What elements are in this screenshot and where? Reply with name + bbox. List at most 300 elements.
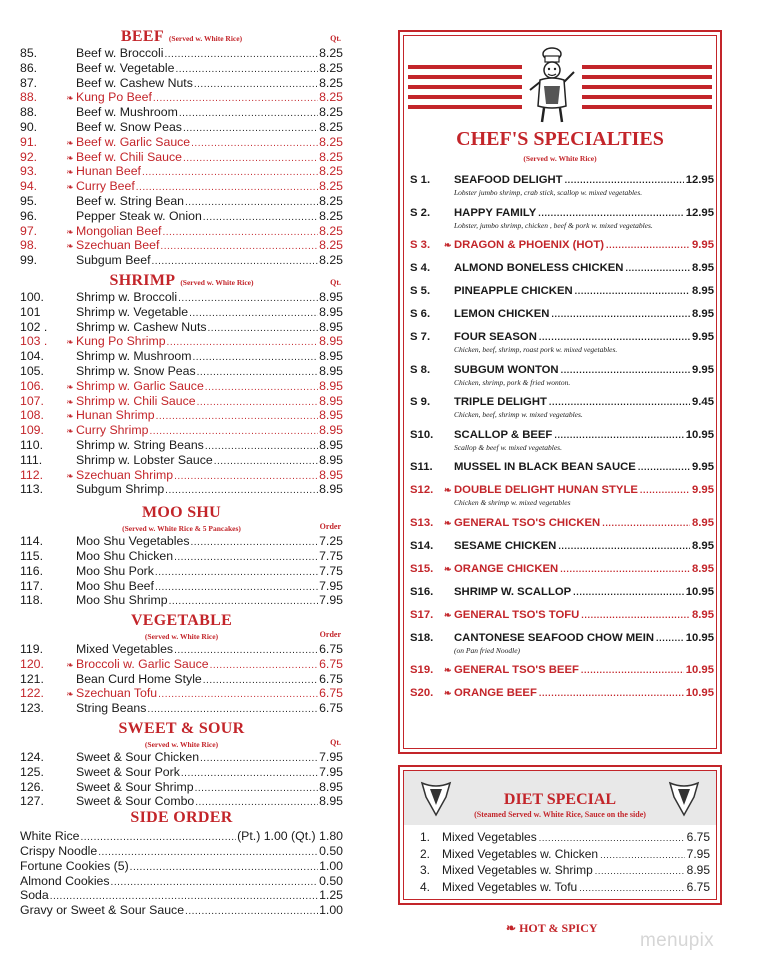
item-number: S19. <box>410 664 434 676</box>
dot-leader <box>656 631 684 646</box>
item-price: 7.95 <box>686 846 710 861</box>
item-price: 8.25 <box>319 149 343 164</box>
item-price: 9.95 <box>692 484 714 496</box>
vegetable-subtitle: (Served w. White Rice) <box>144 632 219 642</box>
menu-item <box>20 379 343 394</box>
item-price: 8.25 <box>319 60 343 75</box>
item-name: DRAGON & PHOENIX (HOT) <box>454 239 604 251</box>
item-price: 8.95 <box>692 308 714 320</box>
menu-item <box>20 135 343 150</box>
item-name: Kung Po Shrimp <box>76 334 166 349</box>
specialty-item <box>410 238 714 253</box>
item-number: 98. <box>20 238 38 253</box>
item-number: 108. <box>20 408 44 423</box>
item-number: 120. <box>20 656 44 671</box>
item-name: Curry Beef <box>76 179 135 194</box>
dot-leader <box>214 455 318 470</box>
hot-spicy-icon: ❧ <box>66 381 74 392</box>
item-price: 6.75 <box>319 686 343 701</box>
item-name: Broccoli w. Garlic Sauce <box>76 656 209 671</box>
dot-leader <box>185 905 318 920</box>
item-price: 0.50 <box>319 873 343 888</box>
item-name: Sweet & Sour Pork <box>76 764 180 779</box>
diet-special-list <box>420 829 710 895</box>
dot-leader <box>551 307 690 322</box>
dot-leader <box>640 483 690 498</box>
specialty-item <box>410 460 714 475</box>
menu-item <box>20 394 343 409</box>
item-number: 102 . <box>20 319 48 334</box>
dot-leader <box>80 831 236 846</box>
item-name: GENERAL TSO'S TOFU <box>454 608 580 621</box>
item-price: 8.95 <box>319 437 343 452</box>
specialty-row <box>410 330 714 345</box>
item-name: ORANGE CHICKEN <box>454 562 559 575</box>
item-number: S14. <box>410 539 434 552</box>
dot-leader <box>162 226 318 241</box>
item-number: 124. <box>20 750 44 765</box>
item-price: 10.95 <box>685 585 714 598</box>
item-number: 109. <box>20 423 44 438</box>
item-number: 118. <box>20 593 44 608</box>
item-name: Hunan Shrimp <box>76 408 155 423</box>
dot-leader <box>160 240 318 255</box>
item-number: 112. <box>20 467 44 482</box>
menu-item <box>20 534 343 549</box>
vegetable-title: VEGETABLE <box>130 612 233 630</box>
item-number: 125. <box>20 764 44 779</box>
item-number: 97. <box>20 223 38 238</box>
item-price: 8.95 <box>692 516 714 529</box>
item-name: ORANGE BEEF <box>454 687 537 699</box>
hot-spicy-icon: ❧ <box>444 485 452 495</box>
item-number: S17. <box>410 608 434 621</box>
item-number: S 8. <box>410 363 431 376</box>
menu-item <box>20 179 343 194</box>
item-number: S13. <box>410 516 434 529</box>
item-number: S 1. <box>410 174 431 186</box>
item-number: 88. <box>20 90 38 105</box>
diet-special-subtitle: (Steamed Served w. White Rice, Sauce on the side) <box>474 810 646 819</box>
specialty-item <box>410 483 714 508</box>
specialty-row <box>410 483 714 498</box>
menu-item <box>20 46 343 61</box>
item-price: 6.75 <box>319 656 343 671</box>
beef-unit: Qt. <box>330 34 341 43</box>
item-name: Soda <box>20 888 49 903</box>
item-number: 95. <box>20 193 38 208</box>
item-name: GENERAL TSO'S CHICKEN <box>454 516 601 529</box>
dot-leader <box>573 585 684 600</box>
item-price: 8.95 <box>319 289 343 304</box>
menu-item <box>20 408 343 423</box>
item-number: 105. <box>20 363 44 378</box>
item-name: FOUR SEASON <box>454 331 537 343</box>
dot-leader <box>575 284 690 299</box>
item-price: 9.95 <box>692 461 714 473</box>
item-price: 8.95 <box>319 349 343 364</box>
item-price: 8.25 <box>319 208 343 223</box>
item-number: 1. <box>420 830 431 844</box>
item-description: (on Pan fried Noodle) <box>454 645 521 655</box>
hot-spicy-legend <box>506 921 598 936</box>
hot-spicy-icon: ❧ <box>444 609 452 620</box>
item-number: S 4. <box>410 262 431 274</box>
item-price: 9.95 <box>692 331 714 343</box>
specialty-row <box>410 428 714 443</box>
item-description: Chicken, shrimp, pork & fried wonton. <box>454 377 571 387</box>
menu-item <box>20 349 343 364</box>
item-name: Sweet & Sour Shrimp <box>76 779 194 794</box>
specialty-item <box>410 428 714 453</box>
item-name: PINEAPPLE CHICKEN <box>454 285 573 297</box>
item-name: Szechuan Beef <box>76 238 160 253</box>
item-price: 8.95 <box>319 423 343 438</box>
item-name: Shrimp w. Mushroom <box>76 349 192 364</box>
moo-shu-subtitle: (Served w. White Rice & 5 Pancakes) <box>122 524 241 534</box>
beef-title: BEEF <box>120 28 164 45</box>
specialty-row <box>410 516 714 531</box>
dot-leader <box>602 516 690 531</box>
item-number: 92. <box>20 149 38 164</box>
left-menu-column <box>20 28 343 918</box>
menu-item <box>20 482 343 497</box>
menu-item <box>20 120 343 135</box>
dot-leader <box>554 428 683 443</box>
item-name: Moo Shu Shrimp <box>76 593 168 608</box>
dot-leader <box>142 166 318 181</box>
specialty-item <box>410 663 714 678</box>
item-name: Shrimp w. Vegetable <box>76 304 189 319</box>
item-number: 86. <box>20 60 38 75</box>
item-price: 10.95 <box>685 428 714 441</box>
item-number: 122. <box>20 686 44 701</box>
side-order-item <box>20 829 343 844</box>
specialty-row <box>410 173 714 188</box>
menu-item <box>20 593 343 608</box>
dot-leader <box>625 261 690 276</box>
dot-leader <box>178 292 318 307</box>
item-name: Mixed Vegetables <box>76 642 174 657</box>
specialty-item <box>410 562 714 577</box>
item-name: Mixed Vegetables w. Tofu <box>442 879 578 894</box>
specialty-row <box>410 307 714 322</box>
item-price: 8.95 <box>686 863 710 877</box>
vegetable-list <box>20 642 343 716</box>
specialty-item <box>410 608 714 623</box>
item-price: 8.95 <box>692 562 714 575</box>
item-number: 88. <box>20 105 38 120</box>
item-price: 7.75 <box>319 548 343 563</box>
hot-spicy-icon: ❧ <box>66 396 74 407</box>
shrimp-header <box>20 272 343 290</box>
item-description: Chicken, beef, shrimp, roast pork w. mixed vegetables. <box>454 345 618 354</box>
item-number: 113. <box>20 482 44 497</box>
menu-item <box>20 549 343 564</box>
item-number: 90. <box>20 119 38 134</box>
dot-leader <box>595 863 685 880</box>
menu-item <box>20 423 343 438</box>
dot-leader <box>152 255 319 270</box>
item-name: Mixed Vegetables <box>442 830 537 844</box>
item-name: Curry Shrimp <box>76 423 149 438</box>
menu-item <box>20 765 343 780</box>
item-name: Hunan Beef <box>76 164 141 179</box>
item-price: 8.95 <box>319 378 343 393</box>
item-number: 127. <box>20 794 44 809</box>
item-price: 8.95 <box>319 334 343 349</box>
item-number: 2. <box>420 846 431 861</box>
specialty-row <box>410 238 714 253</box>
dot-leader <box>191 536 319 551</box>
item-description: Chicken & shrimp w. mixed vegetables <box>454 498 571 507</box>
item-number: 119. <box>20 642 44 657</box>
item-price: 8.95 <box>692 262 714 274</box>
menu-item <box>20 701 343 716</box>
chef-mascot-icon <box>522 42 582 126</box>
item-price: 10.95 <box>685 687 714 699</box>
item-number: S 7. <box>410 331 431 343</box>
dot-leader <box>193 351 319 366</box>
dot-leader <box>539 830 685 847</box>
item-price: 8.95 <box>319 467 343 482</box>
item-number: 100. <box>20 289 44 304</box>
specialty-row <box>410 395 714 410</box>
item-name: Sweet & Sour Combo <box>76 794 195 809</box>
item-price: 8.95 <box>319 304 343 319</box>
item-name: Moo Shu Beef <box>76 578 154 593</box>
item-name: Fortune Cookies (5) <box>20 858 129 873</box>
item-name: LEMON CHICKEN <box>454 308 550 320</box>
menu-item <box>20 164 343 179</box>
beef-subtitle: (Served w. White Rice) <box>168 34 243 43</box>
dot-leader <box>194 78 318 93</box>
item-price: 9.95 <box>692 363 714 376</box>
chef-specialties-subtitle: (Served w. White Rice) <box>523 154 597 163</box>
item-price: 8.25 <box>319 164 343 179</box>
menu-item <box>20 61 343 76</box>
sweet-sour-unit: Qt. <box>330 738 341 748</box>
item-price: 7.95 <box>319 578 343 593</box>
beef-list <box>20 46 343 268</box>
specialty-row <box>410 608 714 623</box>
item-price: 1.25 <box>319 888 343 903</box>
menu-item <box>20 468 343 483</box>
item-number: S16. <box>410 585 434 598</box>
dot-leader <box>169 595 318 610</box>
item-name: SCALLOP & BEEF <box>454 428 553 441</box>
item-price: 8.95 <box>692 608 714 621</box>
item-number: 4. <box>420 879 431 894</box>
item-number: S18. <box>410 631 434 644</box>
specialty-item <box>410 261 714 276</box>
shrimp-unit: Qt. <box>330 277 341 287</box>
specialty-row <box>410 284 714 299</box>
hot-spicy-icon: ❧ <box>66 182 74 193</box>
side-order-item <box>20 874 343 889</box>
item-name: HAPPY FAMILY <box>454 206 537 219</box>
item-price: 8.95 <box>319 319 343 334</box>
item-name: Shrimp w. Lobster Sauce <box>76 452 213 467</box>
dot-leader <box>189 307 318 322</box>
item-price: 12.95 <box>685 206 714 219</box>
item-name: Pepper Steak w. Onion <box>76 208 202 223</box>
dot-leader <box>549 395 690 410</box>
dot-leader <box>174 470 318 485</box>
specialty-item <box>410 330 714 355</box>
item-number: 107. <box>20 393 44 408</box>
moo-shu-unit: Order <box>319 522 341 532</box>
item-price: 8.95 <box>319 393 343 408</box>
dot-leader <box>606 238 690 253</box>
menu-item <box>20 224 343 239</box>
item-price: 8.95 <box>692 285 714 297</box>
item-name: Kung Po Beef <box>76 90 152 105</box>
dot-leader <box>205 381 318 396</box>
dot-leader <box>638 460 690 475</box>
item-price: 8.25 <box>319 90 343 105</box>
item-name: Crispy Noodle <box>20 844 98 859</box>
hot-spicy-icon: ❧ <box>66 411 74 422</box>
menu-item <box>20 290 343 305</box>
hot-spicy-icon: ❧ <box>66 226 74 237</box>
menu-item <box>20 305 343 320</box>
item-number: 104. <box>20 349 44 364</box>
item-price: 8.95 <box>319 482 343 497</box>
specialty-row <box>410 663 714 678</box>
sweet-sour-header <box>20 720 343 750</box>
hot-spicy-icon: ❧ <box>66 241 74 252</box>
item-number: S 3. <box>410 239 431 251</box>
item-price: 8.25 <box>319 238 343 253</box>
dot-leader <box>203 674 318 689</box>
side-order-list <box>20 829 343 918</box>
dot-leader <box>200 752 318 767</box>
item-price: 8.25 <box>319 75 343 90</box>
diet-special-title: DIET SPECIAL <box>503 791 617 808</box>
item-price: 10.95 <box>685 631 714 644</box>
item-name: Almond Cookies <box>20 873 110 888</box>
menu-item <box>20 364 343 379</box>
specialty-row <box>410 562 714 577</box>
item-number: 115. <box>20 548 44 563</box>
menu-item <box>20 642 343 657</box>
item-price: 8.25 <box>319 253 343 268</box>
item-number: 126. <box>20 779 44 794</box>
item-name: DOUBLE DELIGHT HUNAN STYLE <box>454 484 638 496</box>
vegetable-unit: Order <box>319 630 341 640</box>
item-number: S20. <box>410 687 434 699</box>
dot-leader <box>156 410 318 425</box>
item-description: Lobster jumbo shrimp, crab stick, scallop w. mixed vegetables. <box>454 188 643 197</box>
dot-leader <box>208 322 319 337</box>
item-name: Mongolian Beef <box>76 223 162 238</box>
item-name: Sweet & Sour Chicken <box>76 750 200 765</box>
shrimp-title: SHRIMP <box>109 271 176 289</box>
item-name: Shrimp w. String Beans <box>76 437 204 452</box>
item-number: S12. <box>410 484 434 496</box>
dot-leader <box>210 659 318 674</box>
item-number: S15. <box>410 562 434 575</box>
hot-spicy-icon: ❧ <box>66 689 74 700</box>
item-name: Mixed Vegetables w. Shrimp <box>442 863 593 877</box>
item-number: 114. <box>20 534 44 549</box>
dot-leader <box>561 363 690 378</box>
item-number: 91. <box>20 134 38 149</box>
item-name: TRIPLE DELIGHT <box>454 396 547 408</box>
item-price: 8.25 <box>319 193 343 208</box>
item-price: 7.95 <box>319 593 343 608</box>
moo-shu-list <box>20 534 343 608</box>
menu-item <box>20 438 343 453</box>
menu-item <box>20 253 343 268</box>
dot-leader <box>183 122 318 137</box>
dot-leader <box>581 663 684 678</box>
menu-item <box>20 238 343 253</box>
dot-leader <box>98 846 318 861</box>
item-price: 6.75 <box>686 879 710 894</box>
dot-leader <box>164 48 318 63</box>
chef-specialties-panel <box>398 30 722 754</box>
dot-leader <box>579 880 684 897</box>
item-number: S 6. <box>410 308 431 320</box>
side-order-item <box>20 888 343 903</box>
dot-leader <box>181 767 318 782</box>
diet-item <box>420 879 710 896</box>
dot-leader <box>191 137 318 152</box>
item-price: 1.00 <box>319 903 343 918</box>
dot-leader <box>195 782 319 797</box>
menu-item <box>20 194 343 209</box>
item-name: String Beans <box>76 701 147 716</box>
menu-item <box>20 780 343 795</box>
item-name: Beef w. Broccoli <box>76 46 164 60</box>
dot-leader <box>205 440 318 455</box>
vegetable-header <box>20 612 343 642</box>
specialty-item <box>410 585 714 600</box>
item-name: Beef w. Cashew Nuts <box>76 75 193 90</box>
menu-item <box>20 657 343 672</box>
item-price: 7.95 <box>319 750 343 765</box>
item-name: Subgum Shrimp <box>76 482 165 497</box>
dot-leader <box>155 566 318 581</box>
item-number: 3. <box>420 863 431 877</box>
menu-item <box>20 105 343 120</box>
specialty-row <box>410 460 714 475</box>
item-price: 8.95 <box>319 452 343 467</box>
item-name: Mixed Vegetables w. Chicken <box>442 846 599 861</box>
dot-leader <box>175 63 318 78</box>
hot-spicy-icon: ❧ <box>66 167 74 178</box>
item-description: Lobster, jumbo shrimp, chicken , beef & pork w. mixed vegetables. <box>454 220 653 230</box>
dot-leader <box>130 861 318 876</box>
item-number: 94. <box>20 179 38 194</box>
item-name: GENERAL TSO'S BEEF <box>454 664 579 676</box>
item-name: Beef w. Snow Peas <box>76 119 182 134</box>
side-order-item <box>20 903 343 918</box>
menu-item <box>20 76 343 91</box>
item-name: Beef w. Chili Sauce <box>76 149 182 164</box>
item-price: 8.95 <box>319 408 343 423</box>
menu-item <box>20 150 343 165</box>
dot-leader <box>539 686 684 701</box>
menu-item <box>20 90 343 105</box>
item-name: Beef w. String Bean <box>76 193 185 208</box>
hot-spicy-icon: ❧ <box>444 517 452 528</box>
item-price: 6.75 <box>319 642 343 657</box>
dot-leader <box>197 366 318 381</box>
hot-spicy-icon: ❧ <box>66 137 74 148</box>
